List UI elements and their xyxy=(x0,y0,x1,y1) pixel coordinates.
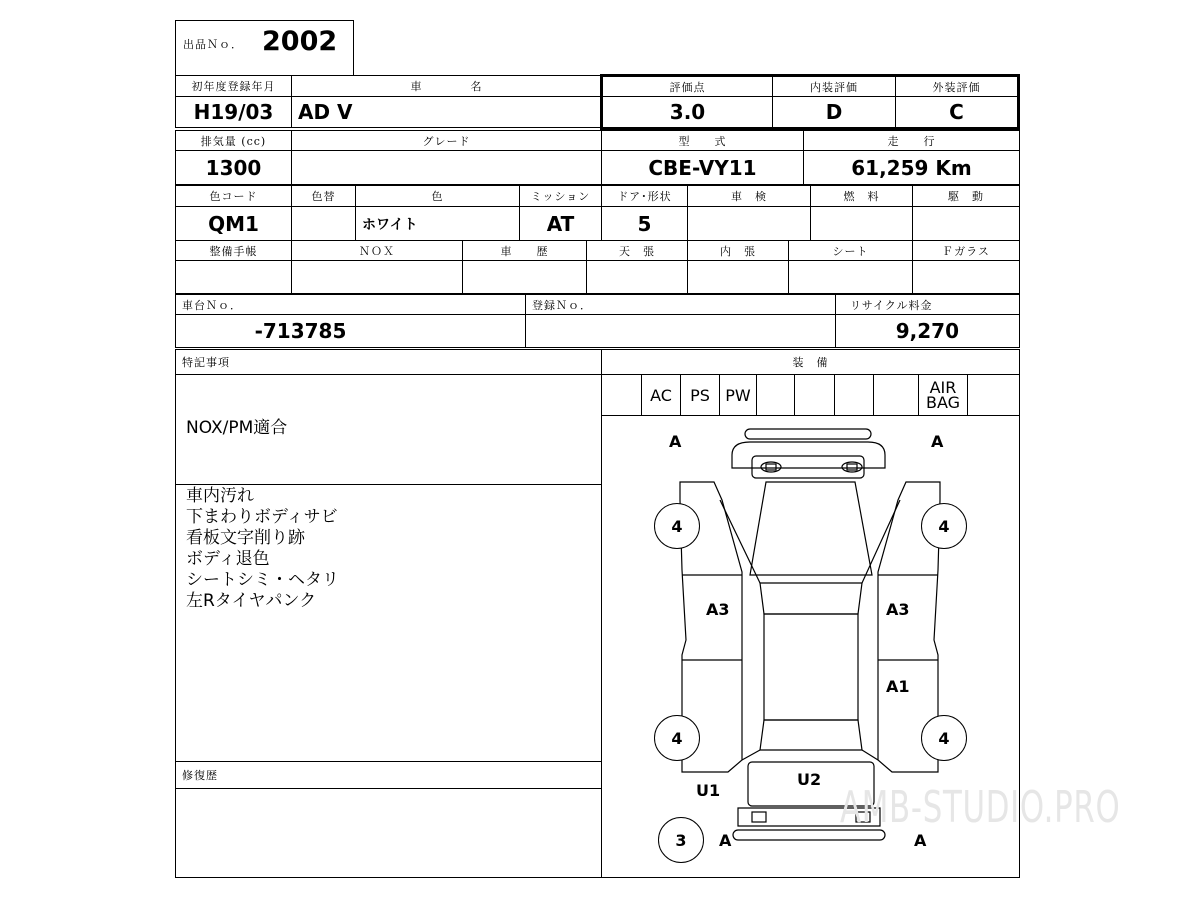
first-registration-value: H19/03 xyxy=(175,96,292,128)
transmission-label: ミッション xyxy=(519,185,602,207)
equipment-pw: PW xyxy=(719,374,757,416)
doors-label: ドア･形状 xyxy=(601,185,688,207)
mark-rear-bumper-left: A xyxy=(719,831,732,850)
drive-label: 駆 動 xyxy=(912,185,1020,207)
model-value: CBE-VY11 xyxy=(601,150,804,185)
interior-rating-value: D xyxy=(772,96,896,128)
interior-trim-label: 内 張 xyxy=(687,240,789,261)
car-name-value: AD V xyxy=(291,96,602,128)
tire-front-right: 4 xyxy=(921,503,967,549)
mark-front-left: A xyxy=(669,432,682,451)
score-label: 評価点 xyxy=(602,76,773,97)
lot-number-value: 2002 xyxy=(262,26,338,57)
equipment-airbag: AIR BAG xyxy=(918,374,968,416)
tire-rear-left: 4 xyxy=(654,715,700,761)
chassis-number-value: -713785 xyxy=(175,314,526,348)
mark-right-quarter: A1 xyxy=(886,677,910,696)
grade-label: グレード xyxy=(291,130,602,151)
notes-line-nox: NOX/PM適合 xyxy=(186,418,288,438)
score-value: 3.0 xyxy=(602,96,773,128)
doors-value: 5 xyxy=(601,206,688,241)
tire-spare: 3 xyxy=(658,817,704,863)
color-code-value: QM1 xyxy=(175,206,292,241)
notes-lines: 車内汚れ 下まわりボディサビ 看板文字削り跡 ボディ退色 シートシミ・ヘタリ 左Rタイヤパンク xyxy=(186,486,339,611)
transmission-value: AT xyxy=(519,206,602,241)
mileage-label: 走 行 xyxy=(803,130,1020,151)
repaint-label: 色替 xyxy=(291,185,356,207)
color-label: 色 xyxy=(355,185,520,207)
equipment-ac: AC xyxy=(641,374,681,416)
seat-label: シート xyxy=(788,240,913,261)
color-value: ホワイト xyxy=(355,206,520,241)
exterior-rating-value: C xyxy=(895,96,1018,128)
mark-rear-bumper-right: A xyxy=(914,831,927,850)
front-glass-label: Ｆガラス xyxy=(912,240,1020,261)
tire-front-left: 4 xyxy=(654,503,700,549)
repair-history-label: 修復歴 xyxy=(175,761,602,789)
registration-number-label: 登録Ｎｏ． xyxy=(525,294,836,315)
tire-rear-right: 4 xyxy=(921,715,967,761)
car-name-label: 車 名 xyxy=(291,75,602,97)
mileage-value: 61,259 Km xyxy=(803,150,1020,185)
sunroof-label: 天 張 xyxy=(586,240,688,261)
watermark: AMB-STUDIO.PRO xyxy=(840,782,1121,833)
inspection-label: 車 検 xyxy=(687,185,811,207)
lot-number-label: 出品Ｎｏ． xyxy=(183,38,243,51)
service-book-label: 整備手帳 xyxy=(175,240,292,261)
mark-left-door: A3 xyxy=(706,600,730,619)
fuel-label: 燃 料 xyxy=(810,185,913,207)
nox-label: ＮＯＸ xyxy=(291,240,463,261)
notes-label: 特記事項 xyxy=(175,349,602,375)
mark-front-right: A xyxy=(931,432,944,451)
displacement-value: 1300 xyxy=(175,150,292,185)
mark-rear-left: U1 xyxy=(696,781,721,800)
color-code-label: 色コード xyxy=(175,185,292,207)
first-registration-label: 初年度登録年月 xyxy=(175,75,292,97)
exterior-rating-label: 外装評価 xyxy=(895,76,1018,97)
recycle-fee-value: 9,270 xyxy=(835,314,1020,348)
interior-rating-label: 内装評価 xyxy=(772,76,896,97)
model-label: 型 式 xyxy=(601,130,804,151)
equipment-label: 装 備 xyxy=(601,349,1020,375)
displacement-label: 排気量 (cc) xyxy=(175,130,292,151)
mark-right-door: A3 xyxy=(886,600,910,619)
mark-rear-center: U2 xyxy=(797,770,822,789)
chassis-number-label: 車台Ｎｏ． xyxy=(175,294,526,315)
equipment-ps: PS xyxy=(680,374,720,416)
recycle-fee-label: リサイクル料金 xyxy=(835,294,1020,315)
history-label: 車 歴 xyxy=(462,240,587,261)
